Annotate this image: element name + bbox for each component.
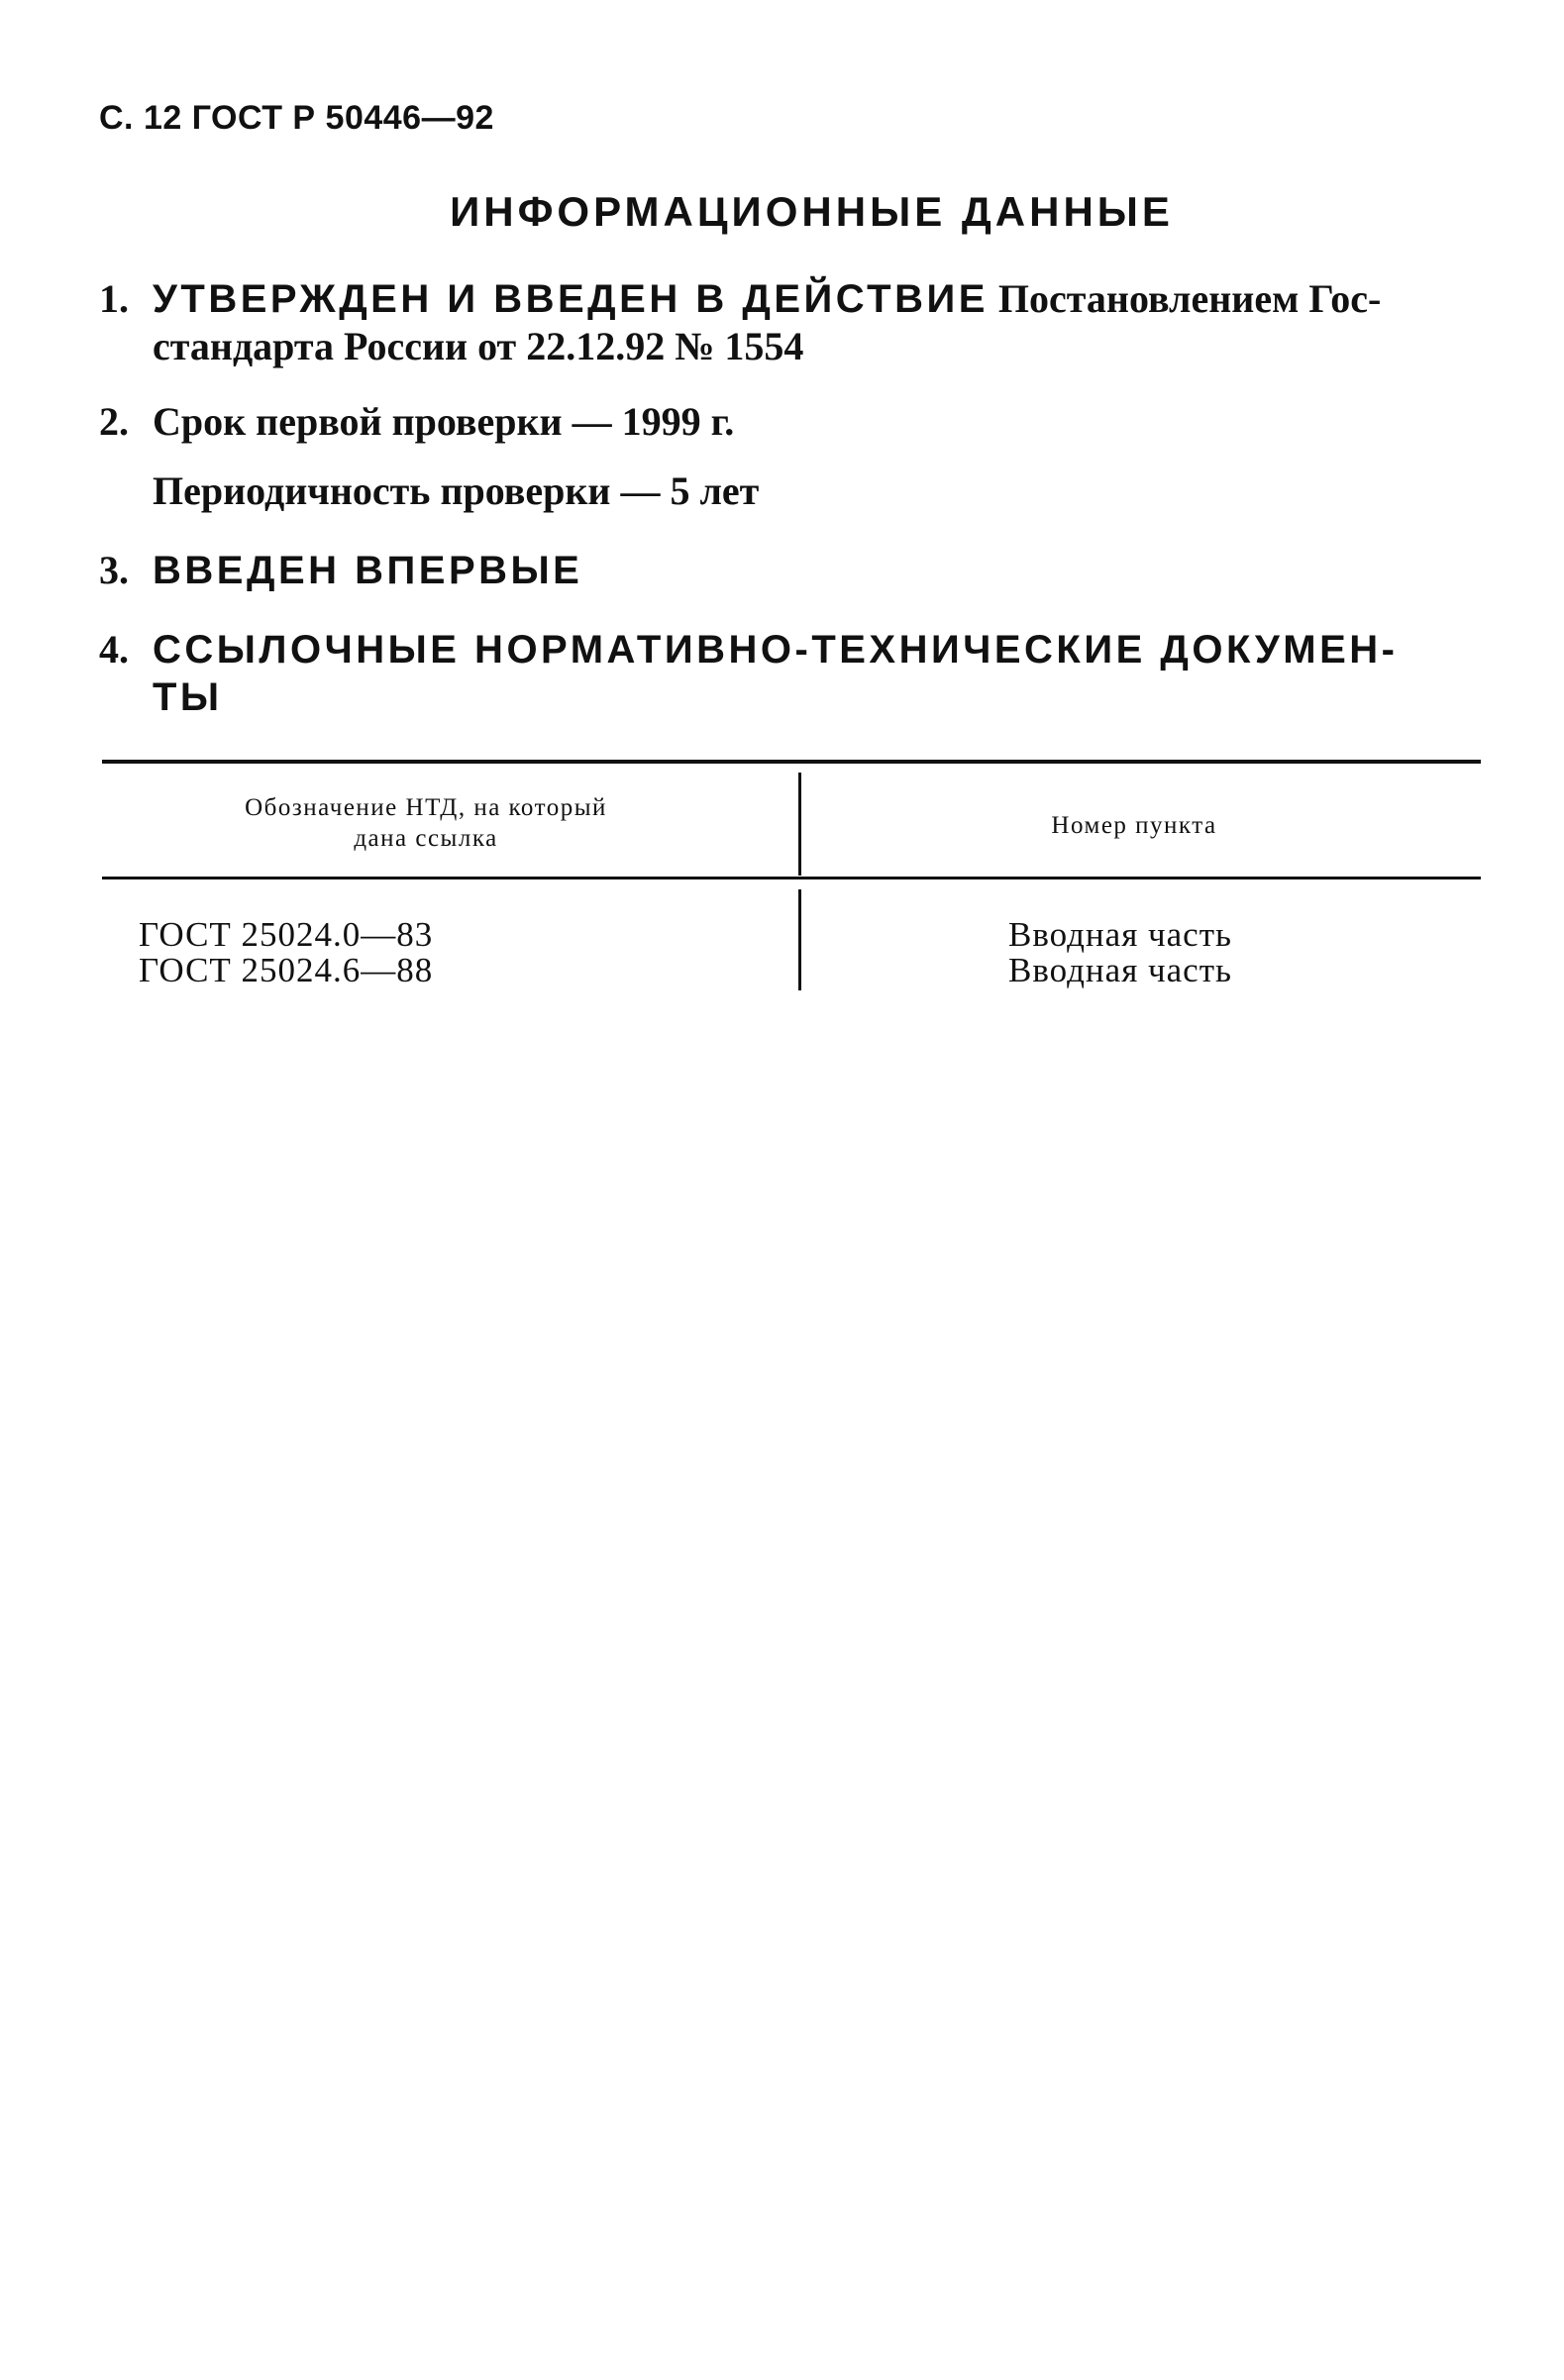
table-cell-doc: ГОСТ 25024.0—83 [139, 915, 434, 954]
item-caps-text: УТВЕРЖДЕН И ВВЕДЕН В ДЕЙСТВИЕ [153, 277, 989, 321]
item-continuation: ТЫ [153, 675, 223, 719]
info-item-check-period: Периодичность проверки — 5 лет [153, 468, 760, 513]
table-cell-clause: Вводная часть [1008, 915, 1232, 954]
table-header-rule [102, 877, 1481, 880]
table-header-divider [798, 773, 801, 876]
item-text: Срок первой проверки — 1999 г. [153, 399, 735, 444]
info-item-reference-docs [99, 626, 1486, 721]
item-number: 3. [99, 548, 129, 592]
document-title: ИНФОРМАЦИОННЫЕ ДАННЫЕ [450, 188, 1174, 235]
info-item-approved [99, 275, 1486, 370]
info-item-introduced-first [99, 547, 1486, 594]
table-body-divider [798, 889, 801, 990]
table-top-rule [102, 760, 1481, 764]
item-number: 1. [99, 276, 129, 321]
item-line [99, 275, 1486, 323]
table-cell-clause: Вводная часть [1008, 951, 1232, 989]
item-continuation: стандарта России от 22.12.92 № 1554 [153, 324, 804, 368]
table-header-clause-number: Номер пункта [1051, 812, 1217, 839]
item-number: 4. [99, 627, 129, 672]
table-header-reference-doc [158, 792, 693, 854]
table-cell-doc: ГОСТ 25024.6—88 [139, 951, 434, 989]
info-item-first-check [99, 398, 1486, 446]
item-caps-text: ССЫЛОЧНЫЕ НОРМАТИВНО-ТЕХНИЧЕСКИЕ ДОКУМЕН- [153, 628, 1399, 672]
item-text: Постановлением Гос- [988, 276, 1382, 321]
item-number: 2. [99, 399, 129, 444]
header-line: Обозначение НТД, на который [245, 794, 607, 821]
page-header: С. 12 ГОСТ Р 50446—92 [99, 99, 494, 137]
header-line: дана ссылка [354, 825, 498, 852]
item-line [99, 626, 1486, 673]
item-caps-text: ВВЕДЕН ВПЕРВЫЕ [153, 549, 583, 592]
